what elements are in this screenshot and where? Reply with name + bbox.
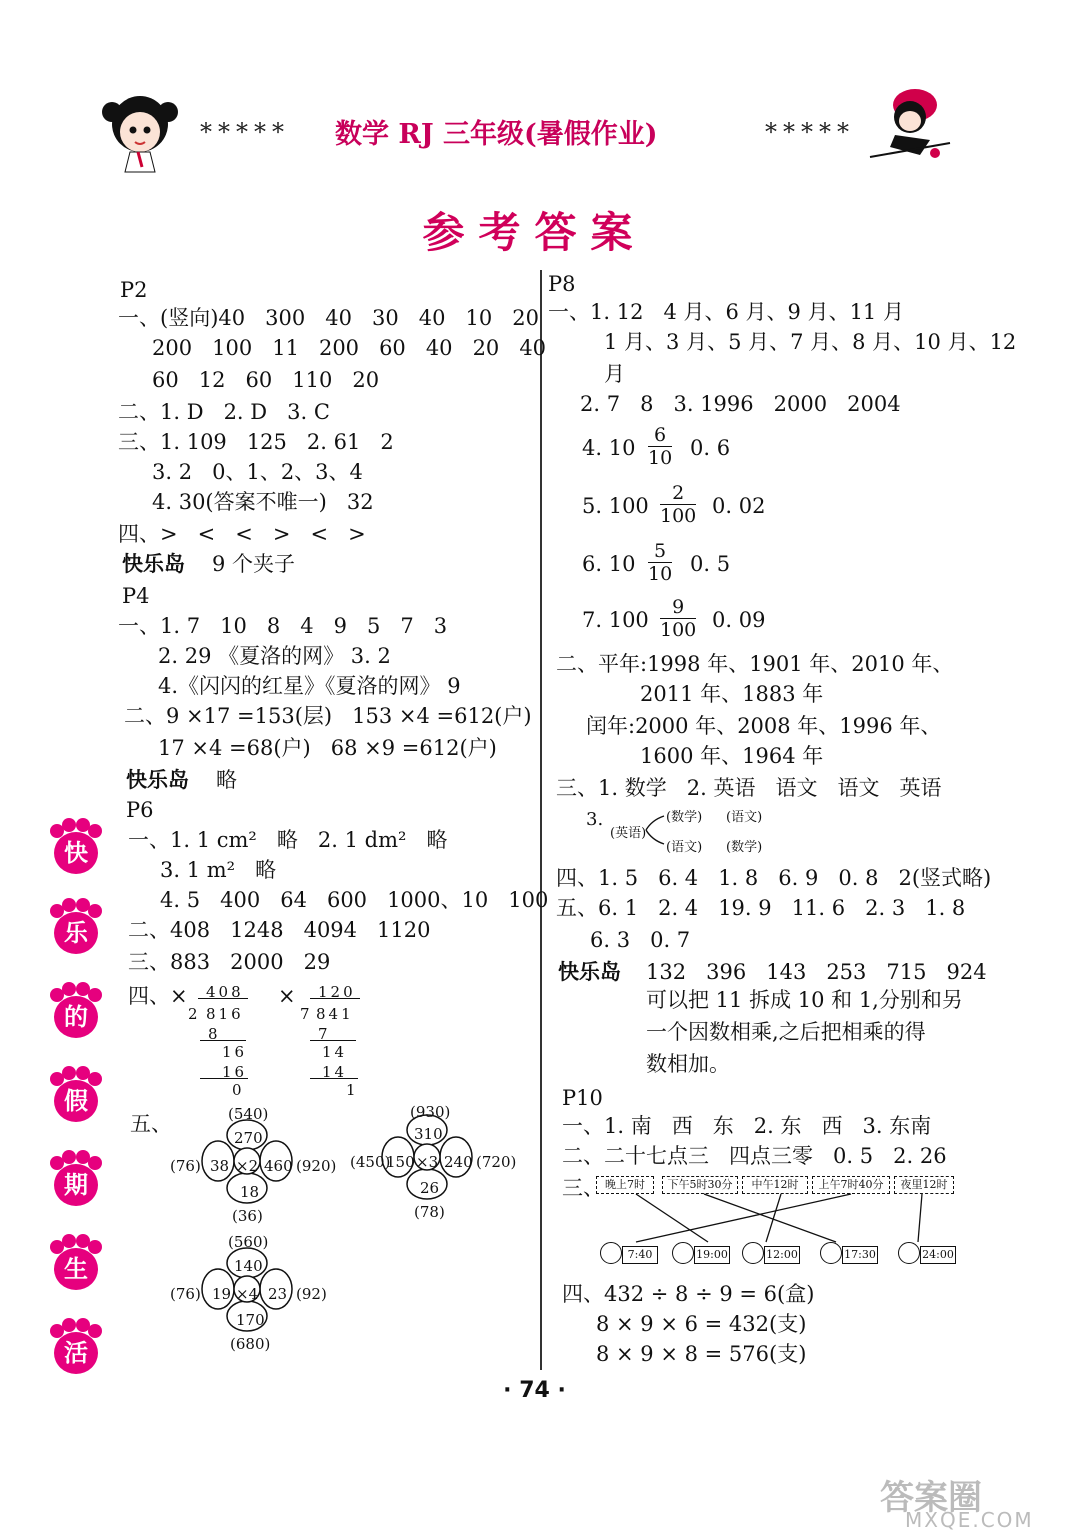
answer-line: 4. 5 400 64 600 1000、10 100 [160,888,549,912]
flower-value: (78) [414,1203,445,1221]
alarm-clock-icon [600,1242,622,1264]
answer-line: 月 [604,362,625,386]
numerator: 5 [654,540,667,562]
answer-line: 五、6. 1 2. 4 19. 9 11. 6 2. 3 1. 8 [556,896,966,920]
clock-item [672,1242,732,1266]
numerator: 2 [672,482,685,504]
answer-line: 17 ×4 =68(户) 68 ×9 =612(户) [158,736,497,760]
section-p8: P8 [548,272,576,296]
answer-line: 8 × 9 × 6 = 432(支) [596,1312,807,1336]
fraction [648,424,672,469]
flower-value: 150 [386,1153,415,1171]
tree-node: (数学) [726,840,763,855]
alarm-clock-icon [898,1242,920,1264]
time-label-box: 晚上7时 [596,1176,654,1194]
fraction [660,482,696,527]
clock-time: 7:40 [622,1246,658,1264]
answer-line: 闰年:2000 年、2008 年、1996 年、 [586,714,942,738]
answer-line: 一个因数相乘,之后把相乘的得 [646,1020,926,1044]
div-quotient: 120 [318,983,356,1001]
answer-line: 60 12 60 110 20 [152,368,380,392]
header-title: 数学 RJ 三年级(暑假作业) [335,119,658,150]
answer-line: 一、1. 南 西 东 2. 东 西 3. 东南 [562,1114,932,1138]
answer-line: 可以把 11 拆成 10 和 1,分别和另 [646,988,963,1012]
column-divider [540,270,542,1370]
div-step: 7 [318,1025,328,1043]
time-label-box: 夜里12时 [894,1176,954,1194]
paw-toe [62,1234,76,1248]
div-divisor: 7 [300,1005,310,1023]
paw-char: 生 [54,1248,98,1290]
flower-value: (92) [296,1285,327,1303]
paw-toe [62,898,76,912]
div-remainder: 0 [232,1081,242,1099]
paw-char: 乐 [54,912,98,954]
answer-line: 132 396 143 253 715 924 [646,960,987,984]
answer-line: 四、× [128,984,188,1008]
flower-value: 310 [414,1125,443,1143]
answer-line: 一、(竖向)40 300 40 30 40 10 20 [118,306,539,330]
clock-item [600,1242,660,1266]
answer-line: 一、1. 7 10 8 4 9 5 7 3 [118,614,448,638]
flower-value: (930) [410,1103,451,1121]
answer-line: 三、883 2000 29 [128,950,331,974]
clock-item [742,1242,802,1266]
page-number: · 74 · [503,1378,566,1403]
answer-line: 一、1. 12 4 月、6 月、9 月、11 月 [548,300,904,324]
girl-illustration [100,92,180,181]
clock-item [820,1242,880,1266]
paw-print [48,1318,104,1376]
answer-line: 4. 30(答案不唯一) 32 [152,490,374,514]
flower-value: ×3 [416,1153,439,1171]
flower-value: 270 [234,1129,263,1147]
div-step: 14 [322,1063,348,1081]
denominator: 100 [660,619,697,641]
flower-value: 460 [264,1157,293,1175]
answer-line: 0. 02 [712,494,766,518]
time-label-box: 上午7时40分 [812,1176,890,1194]
flower-value: ×2 [236,1157,259,1175]
subject-tree-diagram [586,806,786,858]
flower-value: 26 [420,1179,440,1197]
paw-char: 期 [54,1164,98,1206]
flower-value: (560) [228,1233,269,1251]
header-stars-left: ***** [200,118,290,146]
flower-value: (680) [230,1335,271,1353]
paw-char: 的 [54,996,98,1038]
answer-line: 二、二十七点三 四点三零 0. 5 2. 26 [562,1144,947,1168]
flower-value: 18 [240,1183,260,1201]
tree-node: (语文) [666,840,703,855]
answer-line: 一、1. 1 cm² 略 2. 1 dm² 略 [128,828,448,852]
section-p2: P2 [120,278,148,302]
tree-number: 3. [586,809,604,830]
answer-line: 1 月、3 月、5 月、7 月、8 月、10 月、12 [604,330,1017,354]
fraction [660,596,696,641]
answer-line: 0. 09 [712,608,766,632]
answer-line: 二、9 ×17 =153(层) 153 ×4 =612(户) [124,704,532,728]
paw-toe [62,818,76,832]
clock-time: 17:30 [842,1246,878,1264]
paw-print [48,1066,104,1124]
paw-toe [62,1318,76,1332]
answer-line: 200 100 11 200 60 40 20 40 [152,336,547,360]
flower-value: (720) [476,1153,517,1171]
answer-line: 9 个夹子 [212,552,296,576]
answer-line: 三、1. 109 125 2. 61 2 [118,430,394,454]
flower-value: 19 [212,1285,232,1303]
answer-line: 7. 100 [582,608,649,632]
page-title: 参考答案 [422,208,647,257]
answer-line: 2. 29 《夏洛的网》 3. 2 [158,644,391,668]
answer-line: 五、 [130,1112,172,1136]
boy-illustration [860,85,955,169]
paw-print [48,1234,104,1292]
denominator: 10 [648,563,673,585]
div-step: 14 [322,1043,348,1061]
tree-node: (英语) [610,826,647,841]
div-step: 16 [222,1043,248,1061]
paw-print [48,898,104,956]
tree-node: (语文) [726,810,763,825]
answer-line: 3. 1 m² 略 [160,858,277,882]
flower-value: (920) [296,1157,337,1175]
flower-value: ×4 [236,1285,259,1303]
flower-diagram-2 [350,1100,520,1220]
answer-line: 四、432 ÷ 8 ÷ 9 = 6(盒) [562,1282,815,1306]
time-label-box: 下午5时30分 [662,1176,738,1194]
time-matching-diagram [596,1172,956,1272]
flower-value: 170 [236,1311,265,1329]
paw-char: 活 [54,1332,98,1374]
answer-line: 三、 [562,1176,604,1200]
answer-line: 2. 7 8 3. 1996 2000 2004 [580,392,901,416]
answer-line: 0. 6 [690,436,731,460]
clock-item [898,1242,958,1266]
div-dividend: 816 [206,1005,244,1023]
happy-island-label: 快乐岛 [558,960,621,984]
div-dividend: 841 [316,1005,354,1023]
numerator: 6 [654,424,667,446]
watermark-logo: 答案圈 [880,1478,982,1518]
flower-value: (76) [170,1285,201,1303]
section-p4: P4 [122,584,150,608]
div-step: 16 [222,1063,248,1081]
div-divisor: 2 [188,1005,198,1023]
flower-value: 140 [234,1257,263,1275]
watermark-url: MXQE.COM [905,1508,1034,1532]
answer-line: 6. 10 [582,552,636,576]
answer-line: 四、1. 5 6. 4 1. 8 6. 9 0. 8 2(竖式略) [556,866,992,890]
alarm-clock-icon [672,1242,694,1264]
flower-value: 23 [268,1285,288,1303]
answer-line: 数相加。 [646,1052,730,1076]
happy-island-label: 快乐岛 [126,768,189,792]
answer-line: 四、> < < > < > [118,522,366,546]
section-p6: P6 [126,798,154,822]
div-bar [310,998,360,999]
answer-line: 二、1. D 2. D 3. C [118,400,330,424]
paw-print [48,1150,104,1208]
div-remainder: 1 [346,1081,356,1099]
flower-value: (76) [170,1157,201,1175]
flower-value: (540) [228,1105,269,1123]
answer-line: 略 [216,768,237,792]
paw-toe [62,1066,76,1080]
flower-value: (36) [232,1207,263,1225]
div-step: 8 [208,1025,218,1043]
paw-char: 快 [54,832,98,874]
answer-line: 4. 10 [582,436,636,460]
answer-line: 6. 3 0. 7 [590,928,691,952]
answer-line: 8 × 9 × 8 = 576(支) [596,1342,807,1366]
answer-line: 2011 年、1883 年 [640,682,824,706]
denominator: 100 [660,505,697,527]
paw-print [48,818,104,876]
numerator: 9 [672,596,685,618]
denominator: 10 [648,447,673,469]
answer-line: 4.《闪闪的红星》《夏洛的网》 9 [158,674,461,698]
answer-line: 5. 100 [582,494,649,518]
paw-toe [62,1150,76,1164]
clock-time: 24:00 [920,1246,956,1264]
answer-line: 1600 年、1964 年 [640,744,824,768]
answer-line: 二、平年:1998 年、1901 年、2010 年、 [556,652,954,676]
alarm-clock-icon [742,1242,764,1264]
div-quotient: 408 [206,983,244,1001]
flower-diagram-3 [170,1230,340,1353]
flower-diagram-1 [170,1102,340,1225]
tree-node: (数学) [666,810,703,825]
fraction [648,540,672,585]
paw-char: 假 [54,1080,98,1122]
div-bar [198,998,248,999]
clock-time: 12:00 [764,1246,800,1264]
paw-toe [62,982,76,996]
flower-value: (450) [350,1153,391,1171]
answer-line: 3. 2 0、1、2、3、4 [152,460,363,484]
clock-time: 19:00 [694,1246,730,1264]
happy-island-label: 快乐岛 [122,552,185,576]
answer-line: 三、1. 数学 2. 英语 语文 语文 英语 [556,776,942,800]
header-stars-right: ***** [765,118,855,146]
section-p10: P10 [562,1086,603,1110]
alarm-clock-icon [820,1242,842,1264]
answer-line: × [278,984,296,1008]
answer-line: 0. 5 [690,552,731,576]
paw-print [48,982,104,1040]
flower-value: 240 [444,1153,473,1171]
time-label-box: 中午12时 [742,1176,808,1194]
flower-value: 38 [210,1157,230,1175]
answer-line: 二、408 1248 4094 1120 [128,918,431,942]
